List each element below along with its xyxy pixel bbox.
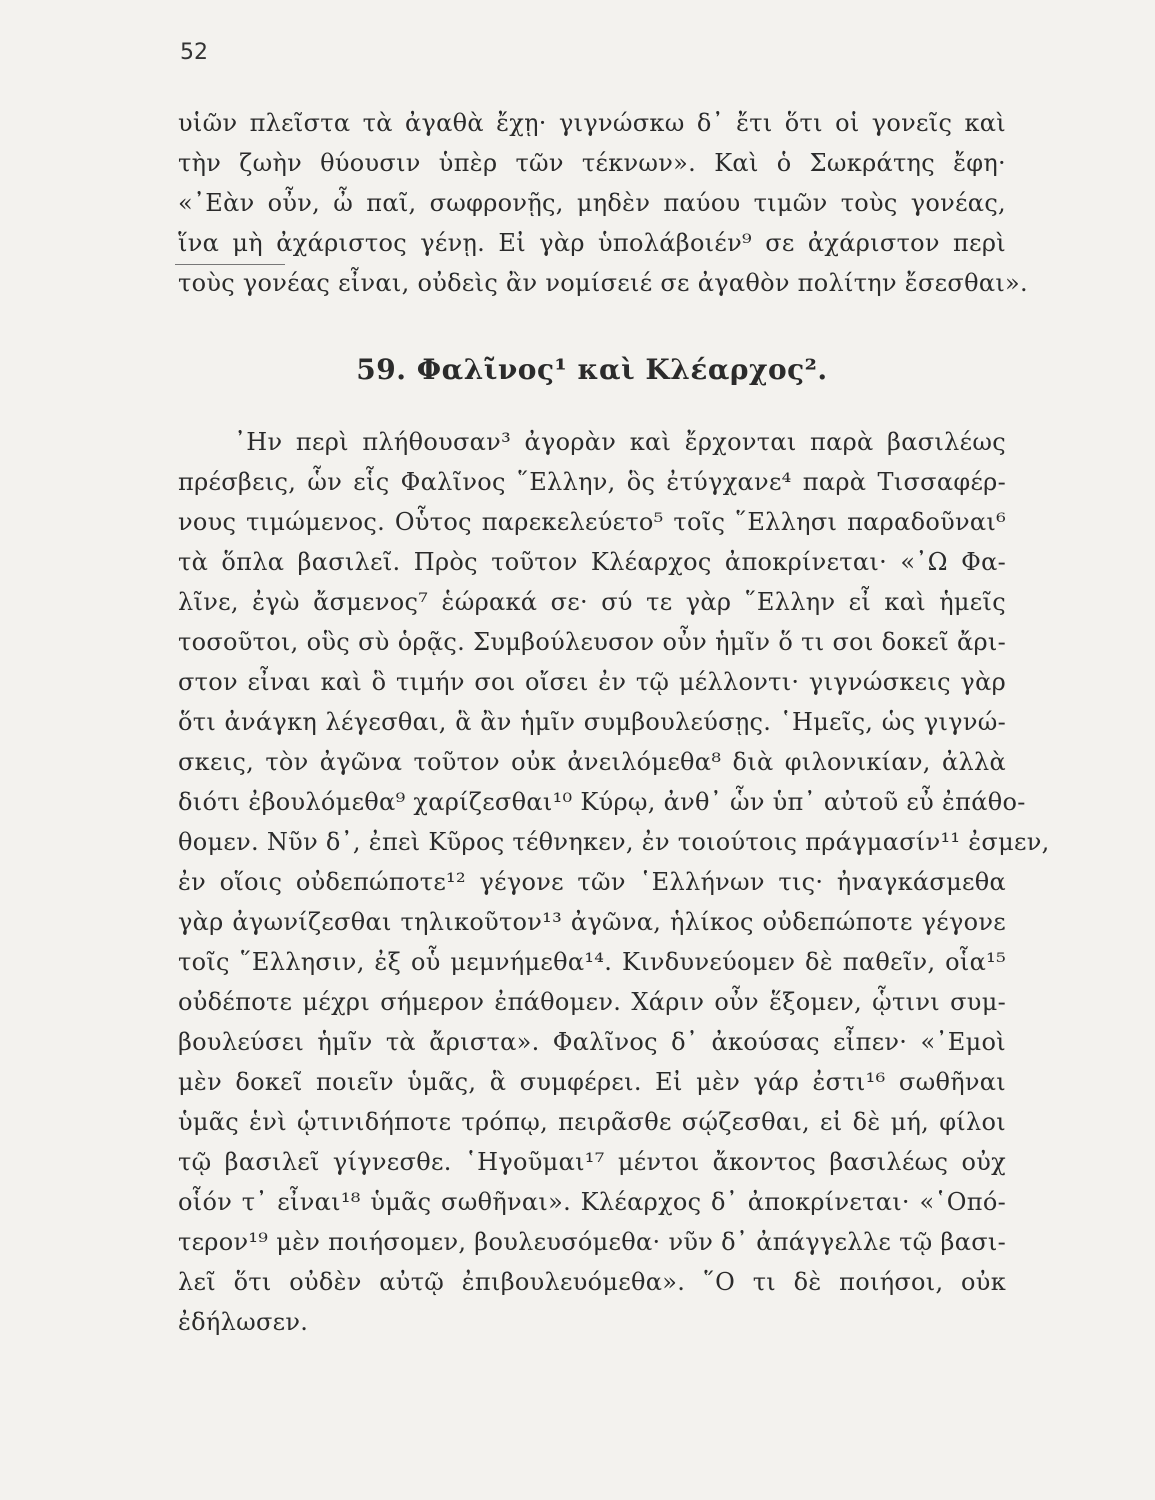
text-line: ἐν οἵοις οὐδεπώποτε¹² γέγονε τῶν ῾Ελλήνων τις· ἠναγκάσμεθα — [178, 868, 1006, 896]
text-line: «᾽Εὰν οὖν, ὦ παῖ, σωφρονῇς, μηδὲν παύου τιμῶν τοὺς γονέας, — [178, 189, 1006, 217]
text-line: ᾽Ην περὶ πλήθουσαν³ ἀγορὰν καὶ ἔρχονται παρὰ βασιλέως — [234, 428, 1006, 456]
text-line: τῷ βασιλεῖ γίγνεσθε. ῾Ηγοῦμαι¹⁷ μέντοι ἄκοντος βασιλέως οὐχ — [178, 1148, 1006, 1176]
text-line: μὲν δοκεῖ ποιεῖν ὑμᾶς, ἃ συμφέρει. Εἰ μὲν γάρ ἐστι¹⁶ σωθῆναι — [178, 1068, 1006, 1096]
text-line: ἐδήλωσεν. — [178, 1308, 309, 1336]
text-line: γὰρ ἀγωνίζεσθαι τηλικοῦτον¹³ ἀγῶνα, ἡλίκος οὐδεπώποτε γέγονε — [178, 908, 1006, 936]
text-line: τοσοῦτοι, οὓς σὺ ὁρᾷς. Συμβούλευσον οὖν ἡμῖν ὅ τι σοι δοκεῖ ἄρι- — [178, 628, 1006, 656]
text-line: πρέσβεις, ὧν εἷς Φαλῖνος ῞Ελλην, ὃς ἐτύγχανε⁴ παρὰ Τισσαφέρ- — [178, 468, 1006, 496]
text-line: νους τιμώμενος. Οὗτος παρεκελεύετο⁵ τοῖς ῞Ελλησι παραδοῦναι⁶ — [178, 508, 1006, 536]
handwritten-underline — [175, 264, 285, 265]
text-line: διότι ἐβουλόμεθα⁹ χαρίζεσθαι¹⁰ Κύρῳ, ἀνθ᾽ ὧν ὑπ᾽ αὐτοῦ εὖ ἐπάθο- — [178, 788, 1026, 816]
text-line: λῖνε, ἐγὼ ἄσμενος⁷ ἑώρακά σε· σύ τε γὰρ ῞Ελλην εἶ καὶ ἡμεῖς — [178, 588, 1006, 616]
text-line: σκεις, τὸν ἀγῶνα τοῦτον οὐκ ἀνειλόμεθα⁸ διὰ φιλονικίαν, ἀλλὰ — [178, 748, 1006, 776]
text-line: στον εἶναι καὶ ὃ τιμήν σοι οἴσει ἐν τῷ μέλλοντι· γιγνώσκεις γὰρ — [178, 668, 1006, 696]
paragraph-2 — [178, 422, 1050, 1342]
text-line: τὰ ὅπλα βασιλεῖ. Πρὸς τοῦτον Κλέαρχος ἀποκρίνεται· «᾽Ω Φα- — [178, 548, 1006, 576]
page-number: 52 — [180, 40, 208, 65]
text-line: θομεν. Νῦν δ᾽, ἐπεὶ Κῦρος τέθνηκεν, ἐν τοιούτοις πράγμασίν¹¹ ἐσμεν, — [178, 828, 1050, 856]
text-line: τοῖς ῞Ελλησιν, ἐξ οὗ μεμνήμεθα¹⁴. Κινδυνεύομεν δὲ παθεῖν, οἷα¹⁵ — [178, 948, 1006, 976]
text-line: τοὺς γονέας εἶναι, οὐδεὶς ἂν νομίσειέ σε ἀγαθὸν πολίτην ἔσεσθαι». — [178, 269, 1028, 297]
text-line: οὐδέποτε μέχρι σήμερον ἐπάθομεν. Χάριν οὖν ἕξομεν, ᾧτινι συμ- — [178, 988, 1006, 1016]
text-line: βουλεύσει ἡμῖν τὰ ἄριστα». Φαλῖνος δ᾽ ἀκούσας εἶπεν· «᾽Εμοὶ — [178, 1028, 1006, 1056]
text-line: τερον¹⁹ μὲν ποιήσομεν, βουλευσόμεθα· νῦν δ᾽ ἀπάγγελλε τῷ βασι- — [178, 1228, 1006, 1256]
text-line: υἱῶν πλεῖστα τὰ ἀγαθὰ ἔχῃ· γιγνώσκω δ᾽ ἔτι ὅτι οἱ γονεῖς καὶ — [178, 109, 1006, 137]
paragraph-1 — [178, 103, 1028, 303]
text-line: ἵνα μὴ ἀχάριστος γένῃ. Εἰ γὰρ ὑπολάβοιέν⁹ σε ἀχάριστον περὶ — [178, 229, 1006, 257]
text-line: λεῖ ὅτι οὐδὲν αὐτῷ ἐπιβουλευόμεθα». ῞Ο τι δὲ ποιήσοι, οὐκ — [178, 1268, 1006, 1296]
text-line: ὅτι ἀνάγκη λέγεσθαι, ἃ ἂν ἡμῖν συμβουλεύσῃς. ῾Ημεῖς, ὡς γιγνώ- — [178, 708, 1006, 736]
text-line: ὑμᾶς ἑνὶ ᾡτινιδήποτε τρόπῳ, πειρᾶσθε σῴζεσθαι, εἰ δὲ μή, φίλοι — [178, 1108, 1006, 1136]
text-line: οἷόν τ᾽ εἶναι¹⁸ ὑμᾶς σωθῆναι». Κλέαρχος δ᾽ ἀποκρίνεται· «῾Οπό- — [178, 1188, 1006, 1216]
text-line: τὴν ζωὴν θύουσιν ὑπὲρ τῶν τέκνων». Καὶ ὁ Σωκράτης ἔφη· — [178, 149, 1006, 177]
section-heading: 59. Φαλῖνος¹ καὶ Κλέαρχος². — [356, 353, 828, 386]
